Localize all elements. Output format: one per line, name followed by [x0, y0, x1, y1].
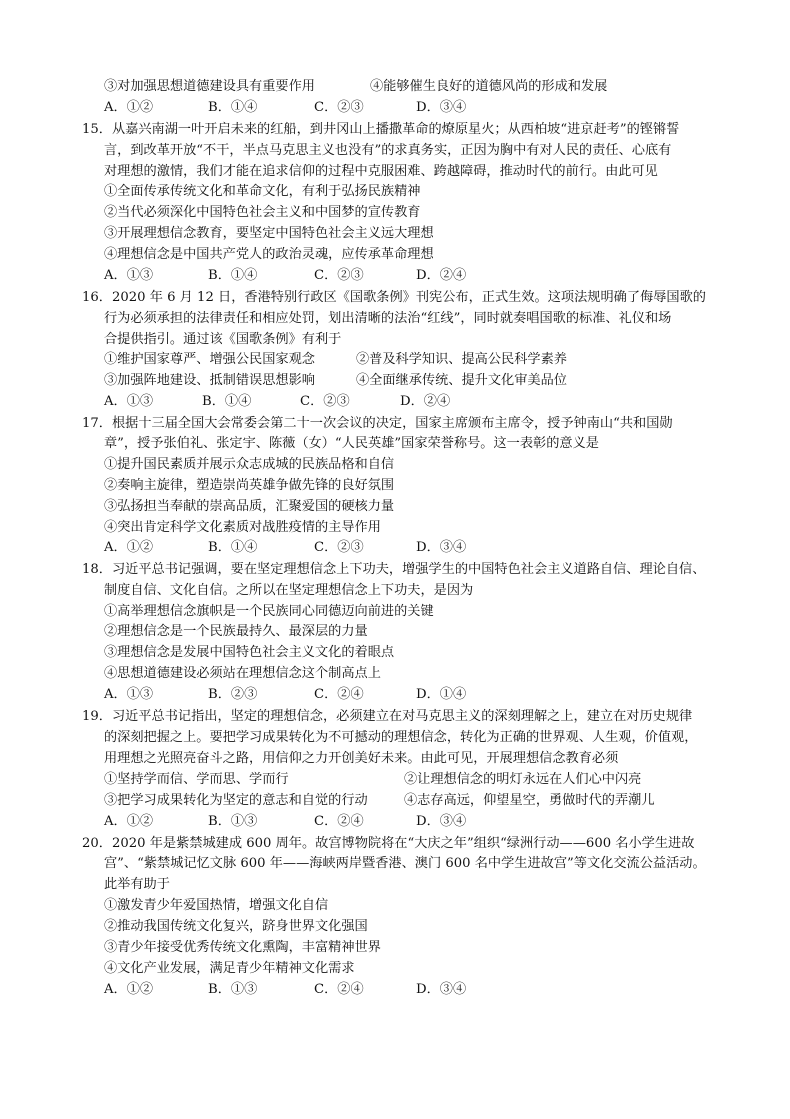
option-d: D．①④ — [416, 687, 467, 702]
question-stem: 15．从嘉兴南湖一叶开启未来的红船，到井冈山上播撒革命的燎原星火；从西柏坡“进京赶考”的铿锵誓 — [82, 122, 680, 137]
question-stem: 20．2020 年是紫禁城建成 600 周年。故宫博物院将在“大庆之年”组织“绿洲行动——600 名小学生进故 — [82, 836, 695, 851]
question-stem: 合提供指引。通过该《国歌条例》有利于 — [104, 332, 342, 347]
option-a: A．①③ — [104, 394, 154, 409]
statement: ①全面传承传统文化和革命文化，有利于弘扬民族精神 — [104, 184, 421, 199]
question-stem: 的深刻把握之上。要把学习成果转化为不可撼动的理想信念，转化为正确的世界观、人生观，价值观， — [104, 730, 698, 745]
statement: ④文化产业发展，满足青少年精神文化需求 — [104, 961, 355, 976]
question-stem: 章”，授予张伯礼、张定宇、陈薇（女）“人民英雄”国家荣誉称号。这一表彰的意义是 — [104, 436, 599, 451]
option-d: D．③④ — [416, 814, 467, 829]
question-stem: 17．根据十三届全国大会常委会第二十一次会议的决定，国家主席颁布主席令，授予钟南山“共和国勋 — [82, 416, 673, 431]
question-stem: 此举有助于 — [104, 877, 170, 892]
statement: ④思想道德建设必须站在理想信念这个制高点上 — [104, 666, 381, 681]
statement: ④突出肯定科学文化素质对战胜疫情的主导作用 — [104, 520, 381, 535]
statement: ①高举理想信念旗帜是一个民族同心同德迈向前进的关键 — [104, 604, 434, 619]
statement: ②普及科学知识、提高公民科学素养 — [356, 352, 567, 367]
statement: ②当代必须深化中国特色社会主义和中国梦的宣传教育 — [104, 205, 421, 220]
question-stem: 用理想之光照亮奋斗之路，用信仰之力开创美好未来。由此可见，开展理想信念教育必须 — [104, 751, 619, 766]
statement: ②推动我国传统文化复兴，跻身世界文化强国 — [104, 919, 368, 934]
option-a: A．①② — [104, 814, 154, 829]
statement: ①坚持学而信、学而思、学而行 — [104, 772, 289, 787]
option-b: B．①③ — [208, 982, 258, 997]
option-c: C．②③ — [300, 394, 350, 409]
option-b: B．①④ — [202, 394, 252, 409]
statement: ②让理想信念的明灯永远在人们心中闪亮 — [404, 772, 642, 787]
option-d: D．③④ — [416, 100, 467, 115]
statement: ③青少年接受优秀传统文化熏陶，丰富精神世界 — [104, 940, 381, 955]
statement: ④能够催生良好的道德风尚的形成和发展 — [370, 79, 608, 94]
statement: ①提升国民素质并展示众志成城的民族品格和自信 — [104, 457, 395, 472]
question-stem: 19．习近平总书记指出，坚定的理想信念，必须建立在对马克思主义的深刻理解之上，建立在对历史规律 — [82, 709, 693, 724]
option-b: B．①④ — [208, 100, 258, 115]
statement: ③弘扬担当奉献的崇高品质，汇聚爱国的硬核力量 — [104, 499, 395, 514]
option-d: D．②④ — [400, 394, 451, 409]
question-stem: 制度自信、文化自信。之所以在坚定理想信念上下功夫，是因为 — [104, 583, 474, 598]
option-c: C．②④ — [314, 814, 364, 829]
question-stem: 言，到改革开放“不干，半点马克思主义也没有”的求真务实，正因为胸中有对人民的责任、心底有 — [104, 143, 672, 158]
statement: ②奏响主旋律，塑造崇尚英雄争做先锋的良好氛围 — [104, 478, 395, 493]
option-c: C．②③ — [314, 100, 364, 115]
statement: ④理想信念是中国共产党人的政治灵魂，应传承革命理想 — [104, 247, 434, 262]
option-c: C．②④ — [314, 687, 364, 702]
statement: ③开展理想信念教育，要坚定中国特色社会主义远大理想 — [104, 226, 434, 241]
option-b: B．①④ — [208, 540, 258, 555]
option-c: C．②④ — [314, 982, 364, 997]
statement: ②理想信念是一个民族最持久、最深层的力量 — [104, 624, 368, 639]
statement: ①维护国家尊严、增强公民国家观念 — [104, 352, 315, 367]
statement: ③把学习成果转化为坚定的意志和自觉的行动 — [104, 793, 368, 808]
option-a: A．①③ — [104, 268, 154, 283]
option-d: D．③④ — [416, 982, 467, 997]
option-c: C．②③ — [314, 268, 364, 283]
question-stem: 18．习近平总书记强调，要在坚定理想信念上下功夫，增强学生的中国特色社会主义道路自信、理论自信、 — [82, 562, 706, 577]
question-stem: 对理想的激情，我们才能在追求信仰的过程中克服困难、跨越障碍，推动时代的前行。由此可见 — [104, 164, 658, 179]
option-b: B．①④ — [208, 268, 258, 283]
option-a: A．①② — [104, 540, 154, 555]
question-stem: 行为必须承担的法律责任和相应处罚，划出清晰的法治“红线”，同时就奏唱国歌的标准、礼仪和场 — [104, 311, 672, 326]
question-stem: 16．2020 年 6 月 12 日，香港特别行政区《国歌条例》刊宪公布，正式生效。这项法规明确了侮辱国歌的 — [82, 290, 706, 305]
statement: ④全面继承传统、提升文化审美品位 — [356, 373, 567, 388]
statement: ③加强阵地建设、抵制错误思想影响 — [104, 373, 315, 388]
statement: ③对加强思想道德建设具有重要作用 — [104, 79, 315, 94]
question-stem: 宫”、“紫禁城记忆文脉 600 年——海峡两岸暨香港、澳门 600 名中学生进故宫”等文化交流公益活动。 — [104, 856, 706, 871]
statement: ③理想信念是发展中国特色社会主义文化的着眼点 — [104, 645, 395, 660]
option-a: A．①② — [104, 100, 154, 115]
option-d: D．②④ — [416, 268, 467, 283]
option-d: D．③④ — [416, 540, 467, 555]
option-b: B．②③ — [208, 687, 258, 702]
statement: ④志存高远，仰望星空，勇做时代的弄潮儿 — [404, 793, 655, 808]
option-c: C．②③ — [314, 540, 364, 555]
option-a: A．①② — [104, 982, 154, 997]
option-a: A．①③ — [104, 687, 154, 702]
statement: ①激发青少年爱国热情，增强文化自信 — [104, 898, 329, 913]
option-b: B．①③ — [208, 814, 258, 829]
